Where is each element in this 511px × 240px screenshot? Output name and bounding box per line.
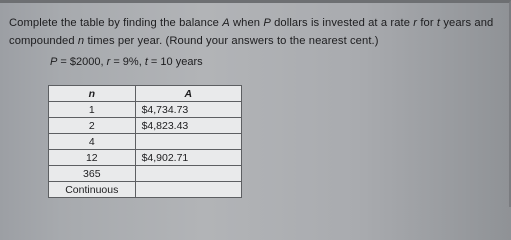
table-row (49, 134, 242, 150)
instructions-part: for (417, 17, 437, 29)
n-cell: Continuous (49, 182, 136, 198)
a-answer-cell[interactable] (135, 134, 241, 150)
n-cell: 4 (49, 134, 136, 150)
n-cell: 12 (49, 150, 136, 166)
table-row (49, 118, 242, 134)
header-a: A (135, 86, 241, 102)
principal-value: = $2000, (57, 56, 107, 68)
principal-label: P (50, 56, 58, 68)
variable-r: r (413, 17, 418, 29)
balance-table (48, 85, 242, 198)
instructions-suffix: times per year. (Round your answers to the nearest cent.) (84, 35, 379, 47)
instructions-part: years and compounded (9, 17, 494, 47)
header-n: n (49, 86, 136, 102)
instructions-prefix: Complete the table by finding the balance (9, 17, 223, 29)
time-label: t (144, 56, 148, 68)
given-values (50, 55, 203, 69)
variable-p: P (263, 17, 271, 29)
table-row (49, 102, 242, 118)
rate-value: = 9%, (110, 56, 145, 68)
a-answer-cell[interactable]: $4,902.71 (135, 150, 241, 166)
instructions-text (9, 14, 504, 50)
table-row (49, 182, 242, 198)
a-answer-cell[interactable]: $4,734.73 (135, 102, 241, 118)
instructions-part: when (229, 17, 264, 29)
a-answer-cell[interactable] (135, 182, 241, 198)
a-answer-cell[interactable] (135, 166, 241, 182)
time-value: = 10 years (147, 56, 203, 68)
n-cell: 2 (49, 118, 136, 134)
variable-a: A (222, 17, 230, 29)
table-row (49, 166, 242, 182)
instructions-part: dollars is invested at a rate (270, 17, 414, 29)
n-cell: 365 (49, 166, 136, 182)
rate-label: r (106, 56, 111, 68)
n-cell: 1 (49, 102, 136, 118)
table-header-row (49, 86, 242, 102)
table-row (49, 150, 242, 166)
variable-t: t (436, 17, 441, 29)
a-answer-cell[interactable]: $4,823.43 (135, 118, 241, 134)
variable-n: n (77, 35, 85, 47)
